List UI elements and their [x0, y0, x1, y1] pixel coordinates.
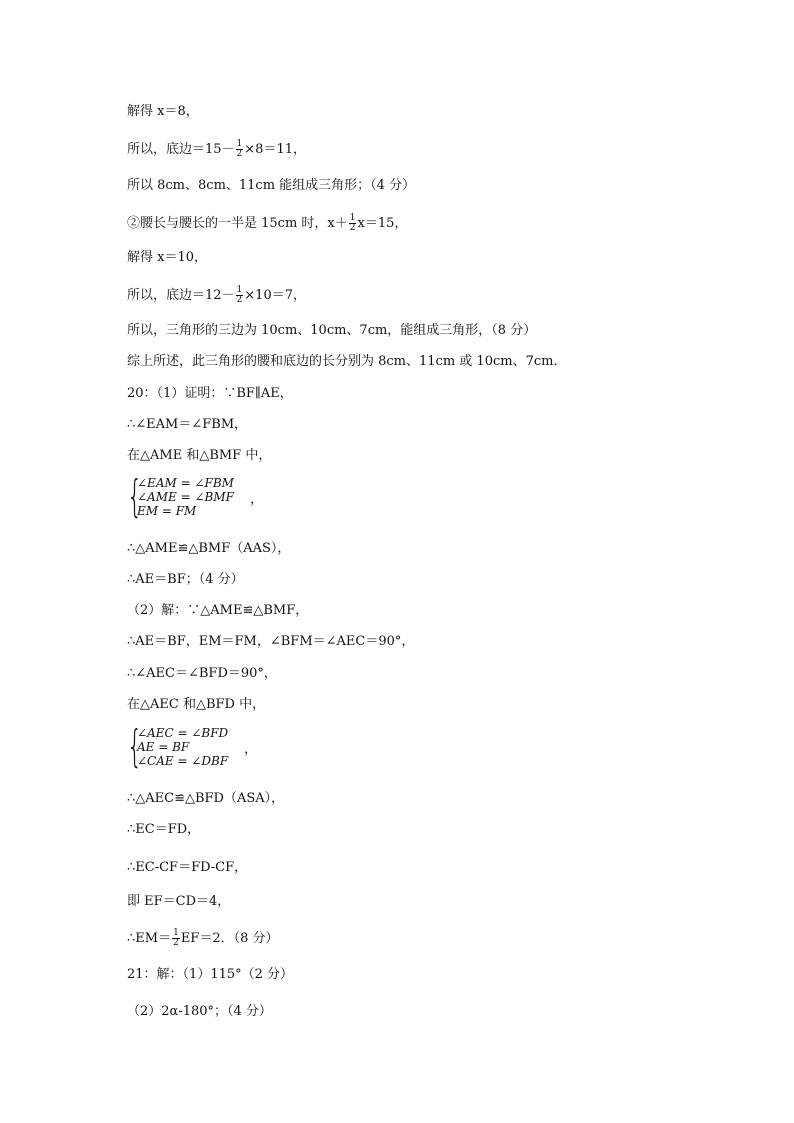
- line-congruent-aas: ∴△AME≌△BMF（AAS），: [127, 541, 291, 556]
- line-text: x＝15，: [357, 216, 408, 231]
- line-angle-eq: ∴∠EAM＝∠FBM，: [127, 417, 248, 432]
- fraction-half: $\frac{1}{2}$: [236, 139, 243, 159]
- line-triangle-8pts: 所以，三角形的三边为 10cm、10cm、7cm，能组成三角形，（8 分）: [127, 323, 537, 338]
- line-text: EF＝2．（8 分）: [180, 931, 279, 946]
- line-part2: （2）解：∵△AME≌△BMF，: [127, 603, 309, 618]
- line-q20-proof: 20：（1）证明：∵BF∥AE，: [127, 386, 293, 401]
- system-comma: ，: [249, 491, 263, 507]
- line-text: 所以，底边＝15－: [127, 142, 235, 157]
- line-em-result: [127, 929, 279, 948]
- line-right-angles: ∴∠AEC＝∠BFD＝90°，: [127, 666, 277, 681]
- system-comma: ，: [244, 741, 258, 757]
- line-text: ×8＝11，: [244, 142, 306, 157]
- system-row: ∠AEC = ∠BFD: [137, 726, 229, 740]
- line-q21-part2: （2）2α-180°；（4 分）: [127, 1004, 272, 1019]
- line-subtract: ∴EC-CF＝FD-CF，: [127, 860, 248, 875]
- equation-system-1: [127, 471, 263, 522]
- line-solve-x8: 解得 x＝8，: [127, 104, 199, 119]
- line-in-triangles-2: 在△AEC 和△BFD 中，: [127, 697, 266, 712]
- line-text: ∴EM＝: [127, 931, 172, 946]
- line-base-11: [127, 140, 306, 159]
- system-row: AE = BF: [137, 740, 190, 754]
- line-triangle-4pts: 所以 8cm、8cm、11cm 能组成三角形；（4 分）: [127, 178, 416, 193]
- system-row: EM = FM: [137, 504, 197, 518]
- line-text: 所以，底边＝12－: [127, 288, 235, 303]
- system-rows: [137, 726, 228, 768]
- system-row: ∠CAE = ∠DBF: [137, 754, 229, 768]
- line-ec-fd: ∴EC＝FD，: [127, 822, 201, 837]
- fraction-half: $\frac{1}{2}$: [173, 928, 179, 948]
- line-base-7: [127, 286, 306, 305]
- line-conclusion: 综上所述，此三角形的腰和底边的长分别为 8cm、11cm 或 10cm、7cm．: [127, 354, 567, 369]
- fraction-half: $\frac{1}{2}$: [236, 285, 243, 305]
- brace: {: [127, 721, 143, 772]
- system-row: ∠EAM = ∠FBM: [137, 476, 234, 490]
- line-text: ②腰长与腰长的一半是 15cm 时，x＋: [127, 216, 348, 231]
- system-rows: [137, 476, 234, 518]
- line-congruent-asa: ∴△AEC≌△BFD（ASA），: [127, 791, 285, 806]
- line-in-triangles: 在△AME 和△BMF 中，: [127, 448, 272, 463]
- line-equalities: ∴AE＝BF，EM＝FM，∠BFM＝∠AEC＝90°，: [127, 634, 415, 649]
- line-case-2: [127, 214, 407, 233]
- line-ef-cd: 即 EF＝CD＝4，: [127, 894, 231, 909]
- line-solve-x10: 解得 x＝10，: [127, 250, 208, 265]
- system-row: ∠AME = ∠BMF: [137, 490, 234, 504]
- line-text: ×10＝7，: [244, 288, 306, 303]
- line-ae-bf: ∴AE＝BF；（4 分）: [127, 572, 244, 587]
- brace: {: [127, 471, 143, 522]
- fraction-half: $\frac{1}{2}$: [349, 213, 356, 233]
- equation-system-2: [127, 721, 258, 772]
- line-q21-part1: 21：解：（1）115°（2 分）: [127, 967, 294, 982]
